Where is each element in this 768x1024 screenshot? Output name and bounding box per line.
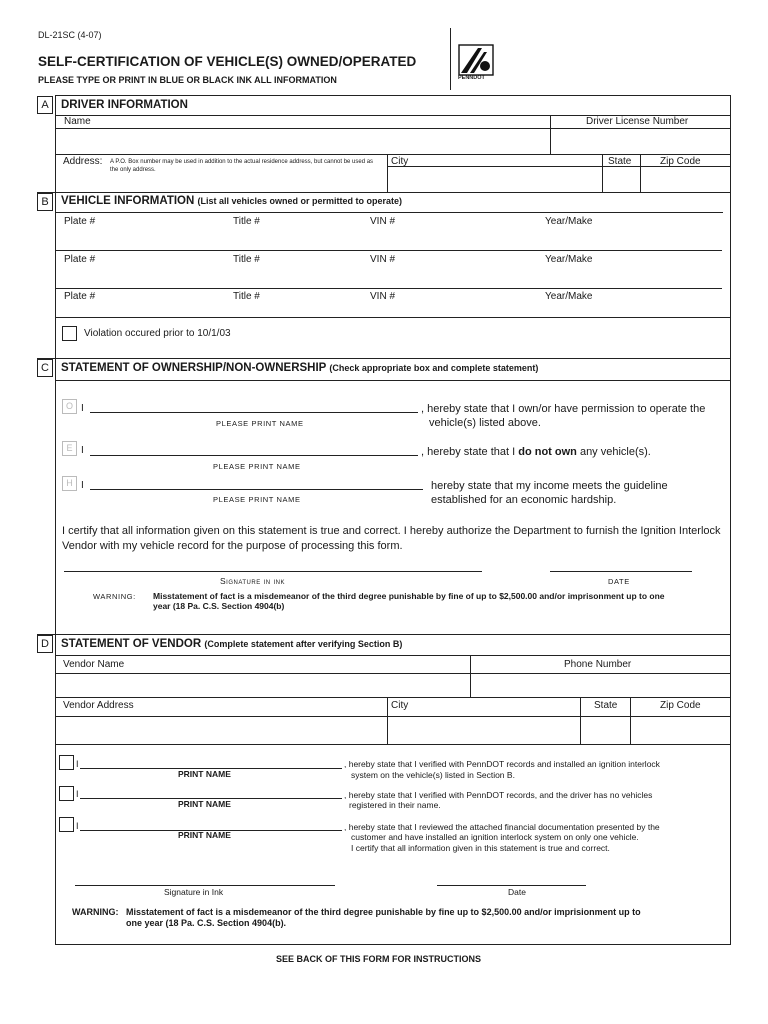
non-ownership-checkbox[interactable]: E [62,441,77,456]
ownership-warning-text: Misstatement of fact is a misdemeanor of the third degree punishable by fine of up to $2,500.00 and/or imprisonment up to one year (18 Pa. C.S. Section 4904(b) [153,591,665,611]
ownership-date-line[interactable] [550,571,692,572]
vendor-name-field[interactable] [56,674,469,696]
vendor-date-line[interactable] [437,885,586,886]
penndot-logo [458,44,494,82]
address-label: Address: [63,156,103,167]
form-instruction: PLEASE TYPE OR PRINT IN BLUE OR BLACK INK ALL INFORMATION [38,75,337,85]
section-a-title: DRIVER INFORMATION [61,99,188,111]
vendor-state-field[interactable] [581,717,629,743]
ownership-checkbox[interactable]: O [62,399,77,414]
vendor-name-label: Vendor Name [63,659,125,670]
section-b-title: VEHICLE INFORMATION (List all vehicles owned or permitted to operate) [61,195,403,207]
form-number: DL-21SC (4-07) [38,30,102,40]
vendor-no-vehicles-checkbox[interactable] [59,786,74,801]
non-ownership-statement: , hereby state that I do not own any vehicle(s). [421,446,651,458]
vendor-zip-label: Zip Code [660,700,701,711]
ownership-warning-label: WARNING: [93,592,136,601]
vendor-address-field[interactable] [56,717,386,743]
section-b-letter: B [37,193,53,211]
section-d-letter: D [37,635,53,653]
name-field[interactable] [56,129,550,154]
footer-note: SEE BACK OF THIS FORM FOR INSTRUCTIONS [276,954,482,964]
city-label: City [391,156,409,167]
name-label: Name [64,116,91,127]
vendor-signature-line[interactable] [75,885,335,886]
vendor-warning-label: WARNING: [72,907,119,917]
ownership-signature-line[interactable] [64,571,482,572]
vendor-zip-field[interactable] [631,717,730,743]
license-field[interactable] [551,129,730,154]
violation-label: Violation occured prior to 10/1/03 [84,328,231,339]
zip-label: Zip Code [660,156,701,167]
hardship-name-line[interactable] [90,489,423,490]
vendor-warning-text-2: one year (18 Pa. C.S. Section 4904(b). [126,918,287,928]
state-label: State [608,156,632,167]
phone-field[interactable] [471,674,730,696]
zip-field[interactable] [641,167,730,191]
logo-text: PENNDOT [458,75,485,81]
license-label: Driver License Number [586,116,689,127]
hardship-checkbox[interactable]: H [62,476,77,491]
vendor-installed-checkbox[interactable] [59,755,74,770]
section-d-subtitle: (Complete statement after verifying Section B) [204,639,403,649]
section-c-subtitle: (Check appropriate box and complete statement) [329,363,539,373]
section-d-title: STATEMENT OF VENDOR (Complete statement after verifying Section B) [61,638,403,650]
vendor-state-label: State [594,700,618,711]
section-c-title: STATEMENT OF OWNERSHIP/NON-OWNERSHIP (Check appropriate box and complete statement) [61,362,539,374]
non-owner-name-line[interactable] [90,455,418,456]
form-title: SELF-CERTIFICATION OF VEHICLE(S) OWNED/OPERATED [38,54,417,69]
vendor-warning-text: Misstatement of fact is a misdemeanor of the third degree punishable by fine up to $2,500.00 and/or imprisionment up to [126,907,641,917]
vendor-city-label: City [391,700,409,711]
state-field[interactable] [603,167,639,191]
section-c-letter: C [37,359,53,377]
ownership-signature-label: Signature in ink [220,576,285,586]
section-a-letter: A [37,96,53,114]
vendor-address-label: Vendor Address [63,700,134,711]
address-field[interactable] [56,170,386,191]
vendor-date-label: Date [508,887,526,897]
city-field[interactable] [388,167,601,191]
vendor-city-field[interactable] [388,717,579,743]
violation-checkbox[interactable] [62,326,77,341]
section-b-subtitle: (List all vehicles owned or permitted to operate) [197,196,403,206]
phone-label: Phone Number [564,659,632,670]
ownership-certification: I certify that all information given on this statement is true and correct. I hereby authorize the Department to furnish the Ignition Interlock Vendor with my vehicle record for the purpose of processing this form. [62,525,721,552]
ownership-date-label: DATE [608,577,630,586]
vendor-signature-label: Signature in Ink [164,887,224,897]
address-note: A P.O. Box number may be used in addition to the actual residence address, but cannot be used as the only address. [110,159,374,173]
owner-name-line[interactable] [90,412,418,413]
header-divider [450,28,451,90]
vendor-hardship-checkbox[interactable] [59,817,74,832]
